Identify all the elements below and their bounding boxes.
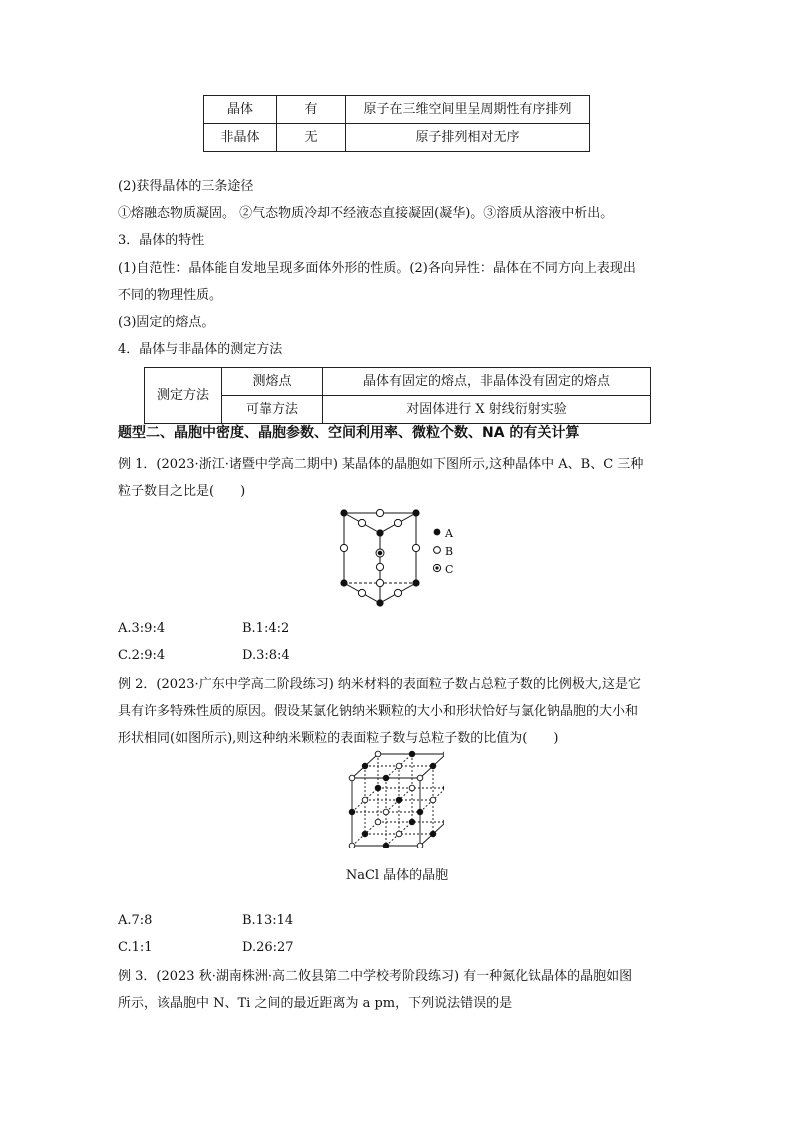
atom-a (340, 579, 347, 586)
paragraph: (1)自范性：晶体能自发地呈现多面体外形的性质。(2)各向异性：晶体在不同方向上表现出 (118, 261, 636, 276)
atom-b (358, 589, 365, 596)
atom-a (412, 509, 419, 516)
atom-na (362, 763, 368, 769)
option: C.2:9:4 (118, 648, 166, 663)
atom-cl (349, 843, 355, 848)
atom-na (383, 775, 389, 781)
crystal-comparison-table (203, 95, 590, 152)
atom-a (376, 599, 383, 606)
option: A.3:9:4 (118, 621, 166, 636)
atom-b (340, 544, 347, 551)
legend-label: A (445, 527, 453, 540)
atom-na (375, 785, 381, 791)
atom-a (376, 529, 383, 536)
table-cell: 原子在三维空间里呈周期性有序排列 (346, 96, 590, 124)
atom-cl (396, 763, 402, 769)
option: C.1:1 (118, 940, 153, 955)
atom-c (376, 549, 384, 557)
atom-b (376, 509, 383, 516)
atom-cl (375, 819, 381, 825)
atom-a (412, 579, 419, 586)
atom-cl (362, 797, 368, 803)
section-heading: 4．晶体与非晶体的测定方法 (118, 342, 283, 357)
measurement-method-table (144, 367, 651, 424)
table-cell: 无 (277, 124, 346, 152)
example-3-text: 例 3．(2023 秋·湖南株洲·高二攸县第二中学校考阶段练习) 有一种氮化钛晶体的晶胞如图 (118, 969, 633, 984)
option: D.3:8:4 (242, 648, 290, 663)
atom-b (358, 519, 365, 526)
atom-cl (417, 775, 423, 781)
atom-b (394, 519, 401, 526)
example-1-text: 粒子数目之比是( ) (118, 484, 246, 499)
table-row (145, 368, 651, 396)
table-cell: 可靠方法 (222, 396, 323, 424)
table-cell: 原子排列相对无序 (346, 124, 590, 152)
atom-na (409, 751, 415, 757)
table-cell: 晶体 (204, 96, 277, 124)
atom-na (430, 763, 436, 769)
option: D.26:27 (242, 940, 294, 955)
example-2-text: 具有许多特殊性质的原因。假设某氯化钠纳米颗粒的大小和形状恰好与氯化钠晶胞的大小和 (118, 704, 639, 719)
atom-a (340, 509, 347, 516)
atom-cl (349, 775, 355, 781)
table-cell: 有 (277, 96, 346, 124)
figure-caption: NaCl 晶体的晶胞 (345, 868, 449, 883)
paragraph: 不同的物理性质。 (118, 288, 223, 303)
nacl-cell-figure (344, 748, 444, 848)
atom-na (349, 809, 355, 815)
option: A.7:8 (118, 913, 153, 928)
table-cell: 对固体进行 X 射线衍射实验 (323, 396, 651, 424)
atom-cl (417, 843, 423, 848)
legend-label: C (445, 563, 454, 576)
option: B.13:14 (242, 913, 294, 928)
table-row (204, 96, 590, 124)
atom-cl (396, 831, 402, 837)
atom-b (412, 544, 419, 551)
atom-cl (383, 809, 389, 815)
table-cell: 测定方法 (145, 368, 222, 424)
atom-na (417, 809, 423, 815)
table-cell: 非晶体 (204, 124, 277, 152)
section-title: 题型二、晶胞中密度、晶胞参数、空间利用率、微粒个数、NA 的有关计算 (118, 425, 580, 441)
table-row (204, 124, 590, 152)
section-heading: 3．晶体的特性 (118, 233, 205, 248)
atom-na (362, 831, 368, 837)
option: B.1:4:2 (242, 621, 290, 636)
section-heading: (2)获得晶体的三条途径 (118, 179, 254, 194)
atom-na (396, 797, 402, 803)
paragraph: ①熔融态物质凝固。 ②气态物质冷却不经液态直接凝固(凝华)。③溶质从溶液中析出。 (118, 206, 614, 221)
atom-b (394, 589, 401, 596)
atom-cl (409, 785, 415, 791)
paragraph: (3)固定的熔点。 (118, 315, 215, 330)
legend-label: B (445, 545, 454, 558)
atom-na (430, 831, 436, 837)
atom-cl (430, 797, 436, 803)
example-1-text: 例 1．(2023·浙江·诸暨中学高二期中) 某晶体的晶胞如下图所示,这种晶体中 A、B、C 三种 (118, 457, 644, 472)
atom-b (376, 579, 383, 586)
example-2-text: 例 2．(2023·广东中学高二阶段练习) 纳米材料的表面粒子数占总粒子数的比例极大,这是它 (118, 677, 642, 692)
atom-b (376, 563, 383, 570)
atom-na (409, 819, 415, 825)
example-2-text: 形状相同(如图所示),则这种纳米颗粒的表面粒子数与总粒子数的比值为( ) (118, 731, 559, 746)
atom-na (383, 843, 389, 848)
example-3-text: 所示，该晶胞中 N、Ti 之间的最近距离为 a pm，下列说法错误的是 (118, 996, 513, 1011)
figure-legend (445, 525, 453, 579)
table-cell: 测熔点 (222, 368, 323, 396)
atom-cl (375, 751, 381, 757)
table-cell: 晶体有固定的熔点，非晶体没有固定的熔点 (323, 368, 651, 396)
